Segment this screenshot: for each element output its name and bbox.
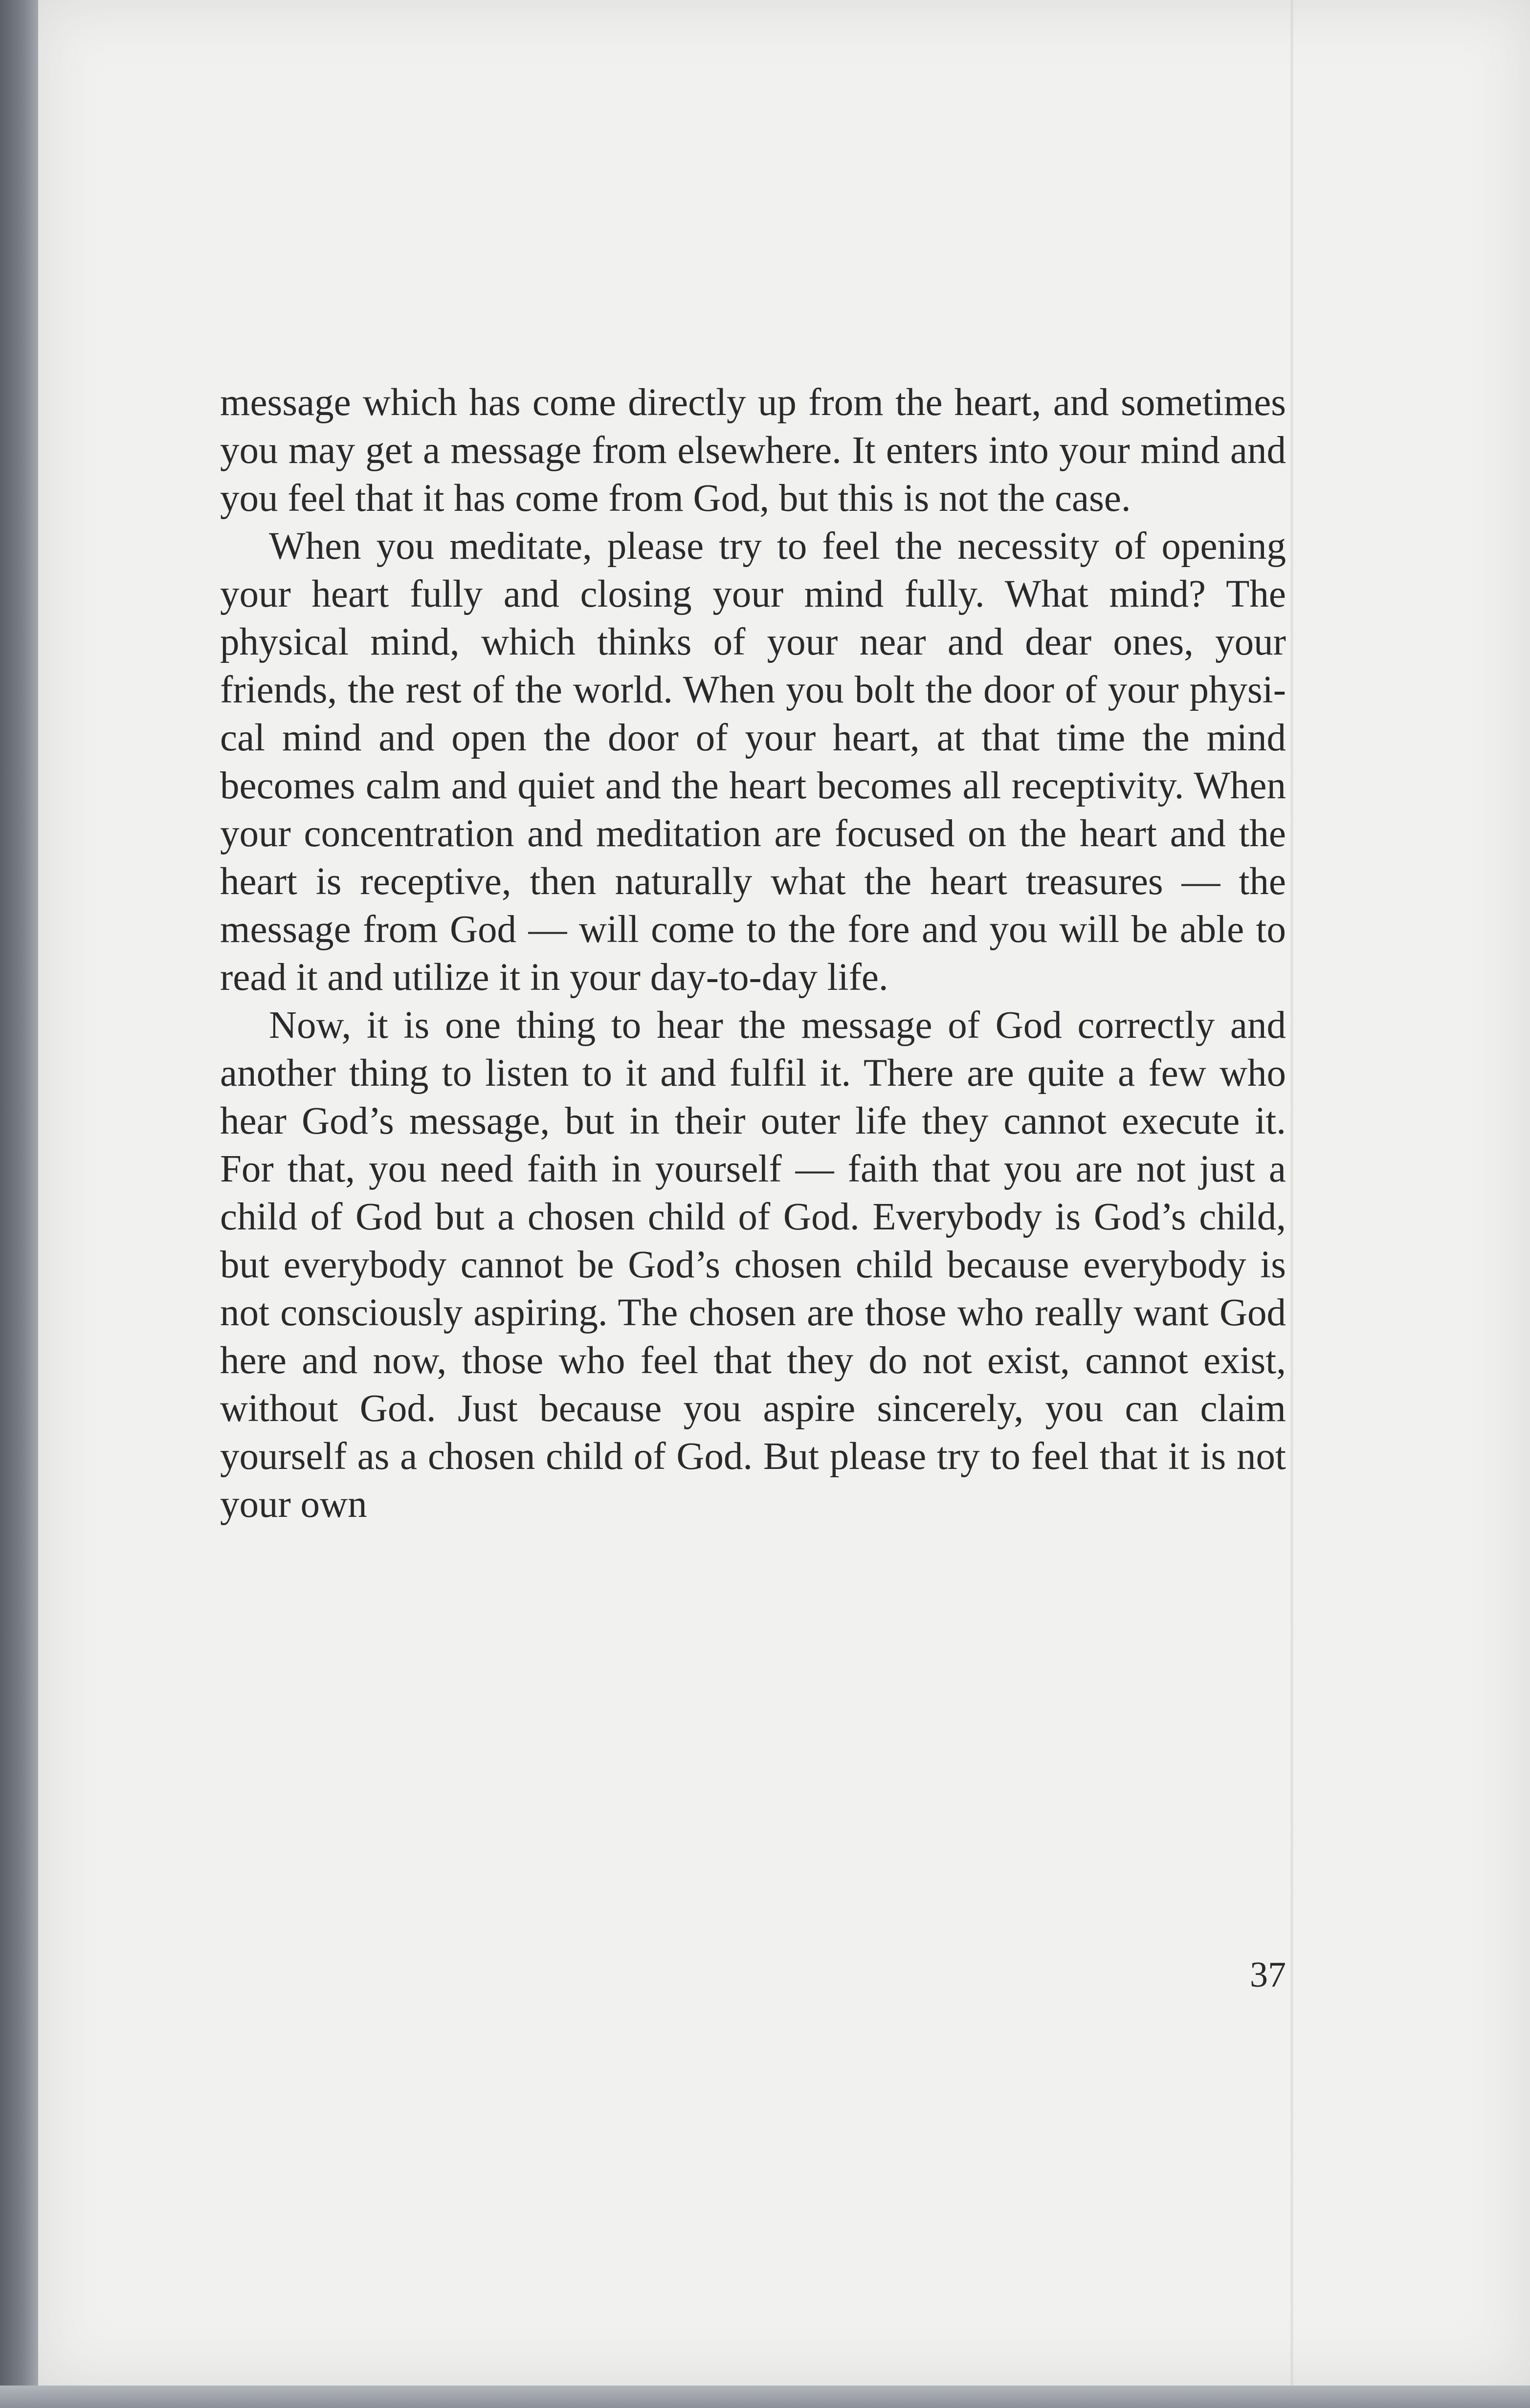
scan-edge-left xyxy=(0,0,38,2408)
body-text xyxy=(220,379,1286,1845)
paragraph-chosen-child: Now, it is one thing to hear the message of God correctly and another thing to listen to it and fulfil it. There are quite a few who hear God’s message, but in their outer life they cannot execute it. For that, you need faith in yourself — faith that you are not just a child of God but a chosen child of God. Everybody is God’s child, but everybody cannot be God’s chosen child because everybody is not consciously aspiring. The chosen are those who really want God here and now, those who feel that they do not exist, cannot exist, without God. Just because you aspire sincerely, you can claim yourself as a chosen child of God. But please try to feel that it is not your own xyxy=(220,1004,1286,1526)
paragraph-meditation: When you meditate, please try to feel the necessity of opening your heart fully and closing your mind fully. What mind? The physical mind, which thinks of your near and dear ones, your friends, the rest of the world. When you bolt the door of your physical mind and open the door of your heart, at that time the mind becomes calm and quiet and the heart becomes all receptivity. When your concentration and meditation are focused on the heart and the heart is receptive, then naturally what the heart treasures — the message from God — will come to the fore and you will be able to read it and utilize it in your day-to-day life. xyxy=(220,525,1286,999)
scan-edge-bottom xyxy=(0,2386,1530,2408)
paragraph-continued: message which has come directly up from the heart, and sometimes you may get a message from elsewhere. It enters into your mind and you feel that it has come from God, but this is not the case. xyxy=(220,381,1286,520)
page-fold-shadow xyxy=(1290,0,1294,2386)
page-number: 37 xyxy=(1250,1955,1286,1995)
